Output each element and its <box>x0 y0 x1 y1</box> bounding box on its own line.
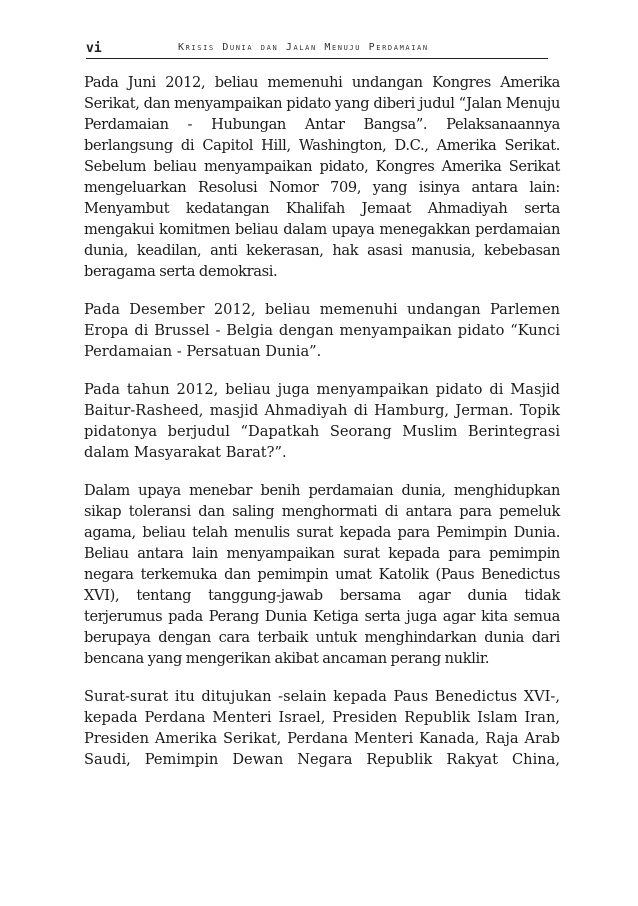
body-text <box>84 72 560 787</box>
paragraph-5: Surat-surat itu ditujukan -selain kepada Paus Benedictus XVI-, kepada Perdana Menteri Israel, Presiden Republik Islam Iran, Presiden Amerika Serikat, Perdana Menteri Kanada, Raja Arab Saudi, Pemimpin Dewan Negara Republik Rakyat China, <box>84 688 560 768</box>
paragraph-1: Pada Juni 2012, beliau memenuhi undangan Kongres Amerika Serikat, dan menyampaikan pidato yang diberi judul “Jalan Menuju Perdamaian - Hubungan Antar Bangsa”. Pelaksanaannya berlangsung di Capitol Hill, Washington, D.C., Amerika Serikat. Sebelum beliau menyampaikan pidato, Kongres Amerika Serikat mengeluarkan Resolusi Nomor 709, yang isinya antara lain: Menyambut kedatangan Khalifah Jemaat Ahmadiyah serta mengakui komitmen beliau dalam upaya menegakkan perdamaian dunia, keadilan, anti kekerasan, hak asasi manusia, kebebasan beragama serta demokrasi. <box>84 74 560 280</box>
paragraph-4: Dalam upaya menebar benih perdamaian dunia, menghidupkan sikap toleransi dan saling menghormati di antara para pemeluk agama, beliau telah menulis surat kepada para Pemimpin Dunia. Beliau antara lain menyampaikan surat kepada para pemimpin negara terkemuka dan pemimpin umat Katolik (Paus Benedictus XVI), tentang tanggung-jawab bersama agar dunia tidak terjerumus pada Perang Dunia Ketiga serta juga agar kita semua berupaya dengan cara terbaik untuk menghindarkan dunia dari bencana yang mengerikan akibat ancaman perang nuklir. <box>84 482 560 667</box>
paragraph-3: Pada tahun 2012, beliau juga menyampaikan pidato di Masjid Baitur-Rasheed, masjid Ahmadiyah di Hamburg, Jerman. Topik pidatonya berjudul “Dapatkah Seorang Muslim Berintegrasi dalam Masyarakat Barat?”. <box>84 381 560 461</box>
paragraph-2: Pada Desember 2012, beliau memenuhi undangan Parlemen Eropa di Brussel - Belgia dengan menyampaikan pidato “Kunci Perdamaian - Persatuan Dunia”. <box>84 301 560 360</box>
page-header <box>86 36 548 59</box>
running-title: Krisis Dunia dan Jalan Menuju Perdamaian <box>178 42 429 53</box>
page-number: vi <box>86 41 102 56</box>
